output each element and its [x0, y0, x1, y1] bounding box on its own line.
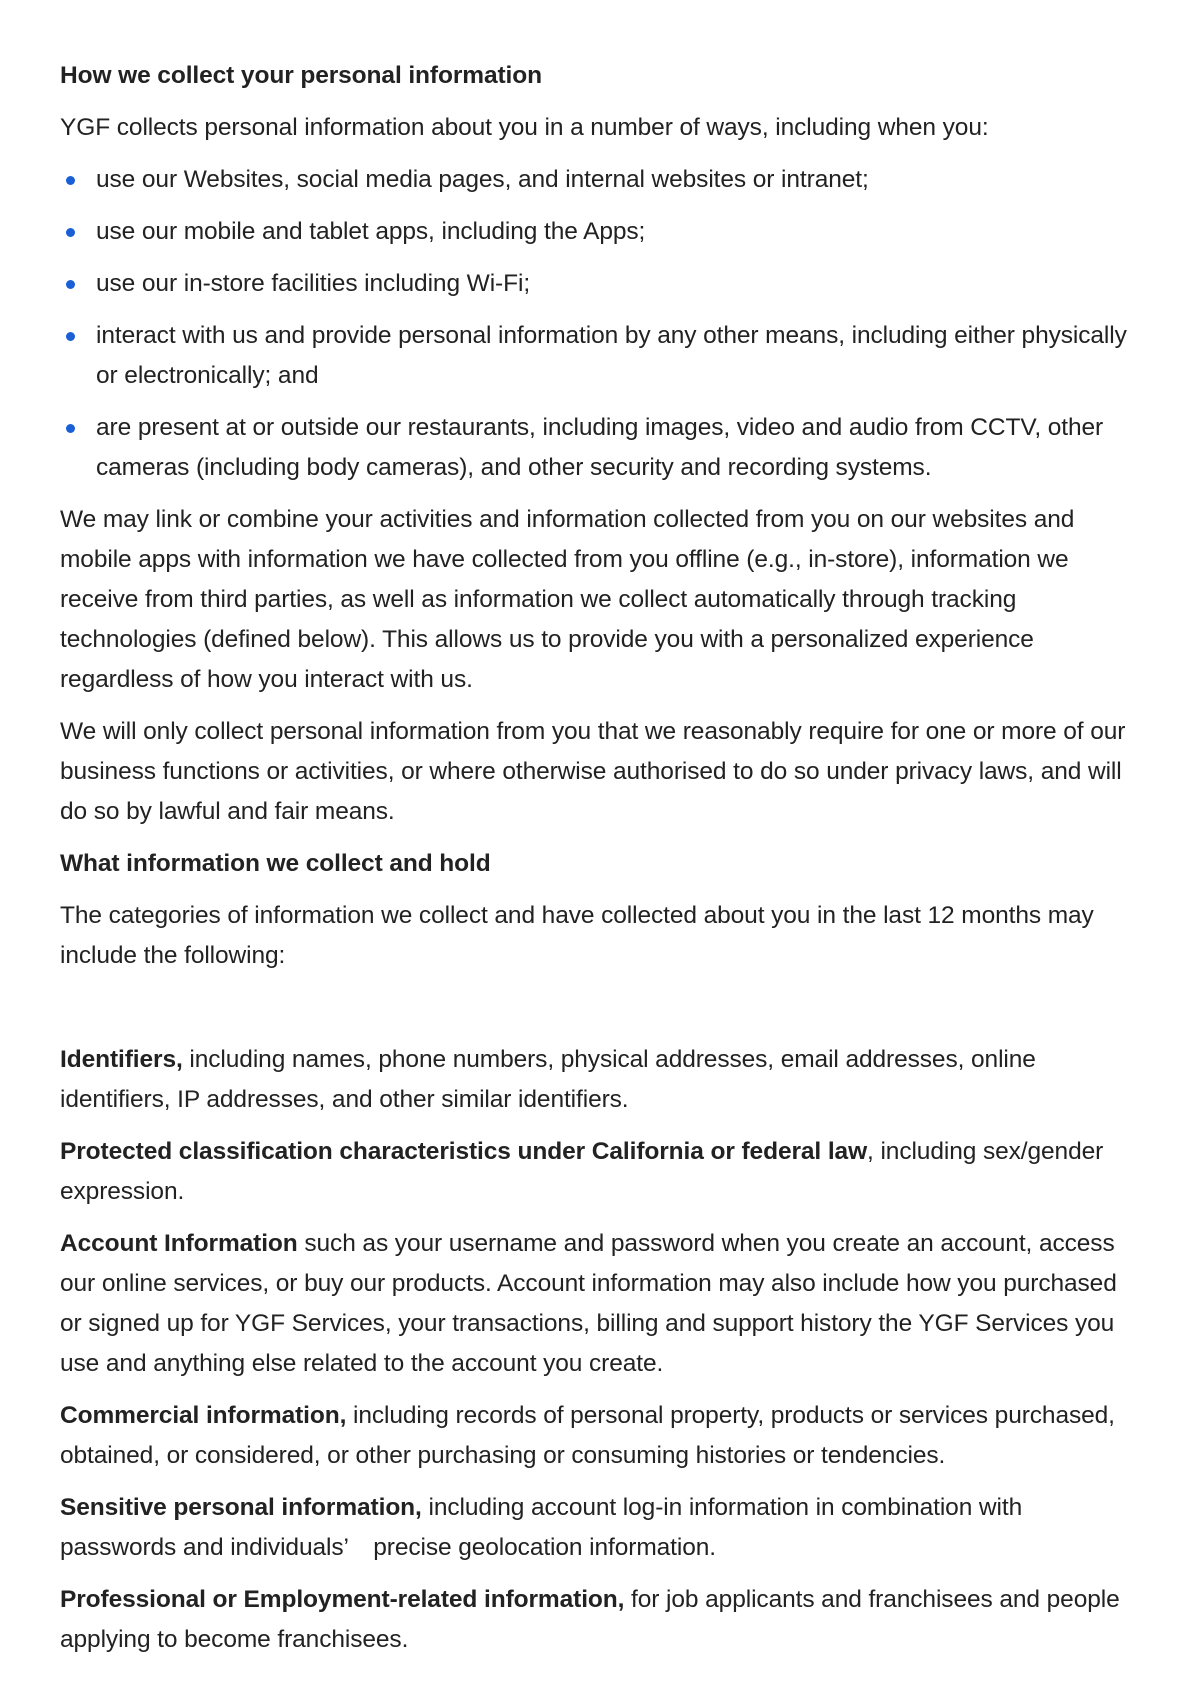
bullet-dot-icon	[66, 424, 75, 433]
category-identifiers	[60, 1040, 1141, 1120]
collect-methods-list	[60, 160, 1141, 488]
list-item: are present at or outside our restaurants, including images, video and audio from CCTV, other cameras (including body cameras), and other security and recording systems.	[60, 408, 1141, 488]
category-term: Protected classification characteristics under California or federal law	[60, 1138, 868, 1165]
category-account-information	[60, 1224, 1141, 1384]
category-term: Professional or Employment-related information,	[60, 1586, 625, 1613]
category-text: including account log-in information in combination with passwords and individuals’ precise geolocation information.	[60, 1494, 1023, 1561]
category-term: Sensitive personal information,	[60, 1494, 422, 1521]
bullet-dot-icon	[66, 332, 75, 341]
category-commercial-information	[60, 1396, 1141, 1476]
category-text: such as your username and password when you create an account, access our online services, or buy our products. Account information may also include how you purchased or signed up for YGF Services, your transactions, billing and support history the YGF Services you use and anything else related to the account you create.	[60, 1230, 1117, 1377]
category-term: Identifiers,	[60, 1046, 183, 1073]
list-item: interact with us and provide personal information by any other means, including either physically or electronically; and	[60, 316, 1141, 396]
category-term: Account Information	[60, 1230, 298, 1257]
spacer	[60, 988, 1141, 1040]
reasonable-collection-paragraph: We will only collect personal information from you that we reasonably require for one or more of our business functions or activities, or where otherwise authorised to do so under privacy laws, and will do so by lawful and fair means.	[60, 718, 1126, 825]
list-item: use our mobile and tablet apps, including the Apps;	[60, 212, 1141, 252]
category-protected-classification	[60, 1132, 1141, 1212]
bullet-dot-icon	[66, 228, 75, 237]
bullet-dot-icon	[66, 176, 75, 185]
list-item: use our Websites, social media pages, and internal websites or intranet;	[60, 160, 1141, 200]
category-text: including records of personal property, products or services purchased, obtained, or considered, or other purchasing or consuming histories or tendencies.	[60, 1402, 1115, 1469]
section-heading-what-info: What information we collect and hold	[60, 850, 491, 877]
link-combine-paragraph: We may link or combine your activities and information collected from you on our websites and mobile apps with information we have collected from you offline (e.g., in-store), information we receive from third parties, as well as information we collect automatically through tracking technologies (defined below). This allows us to provide you with a personalized experience regardless of how you interact with us.	[60, 506, 1075, 693]
categories-intro: The categories of information we collect and have collected about you in the last 12 months may include the following:	[60, 902, 1094, 969]
category-text: , including sex/gender expression.	[60, 1138, 1104, 1205]
category-professional-employment	[60, 1580, 1141, 1660]
category-term: Commercial information,	[60, 1402, 347, 1429]
bullet-dot-icon	[66, 280, 75, 289]
category-text: for job applicants and franchisees and people applying to become franchisees.	[60, 1586, 1120, 1653]
collect-intro: YGF collects personal information about you in a number of ways, including when you:	[60, 114, 989, 141]
list-item: use our in-store facilities including Wi-Fi;	[60, 264, 1141, 304]
category-text: including names, phone numbers, physical addresses, email addresses, online identifiers, IP addresses, and other similar identifiers.	[60, 1046, 1036, 1113]
section-heading-collect: How we collect your personal information	[60, 62, 542, 89]
category-sensitive-personal-information	[60, 1488, 1141, 1568]
